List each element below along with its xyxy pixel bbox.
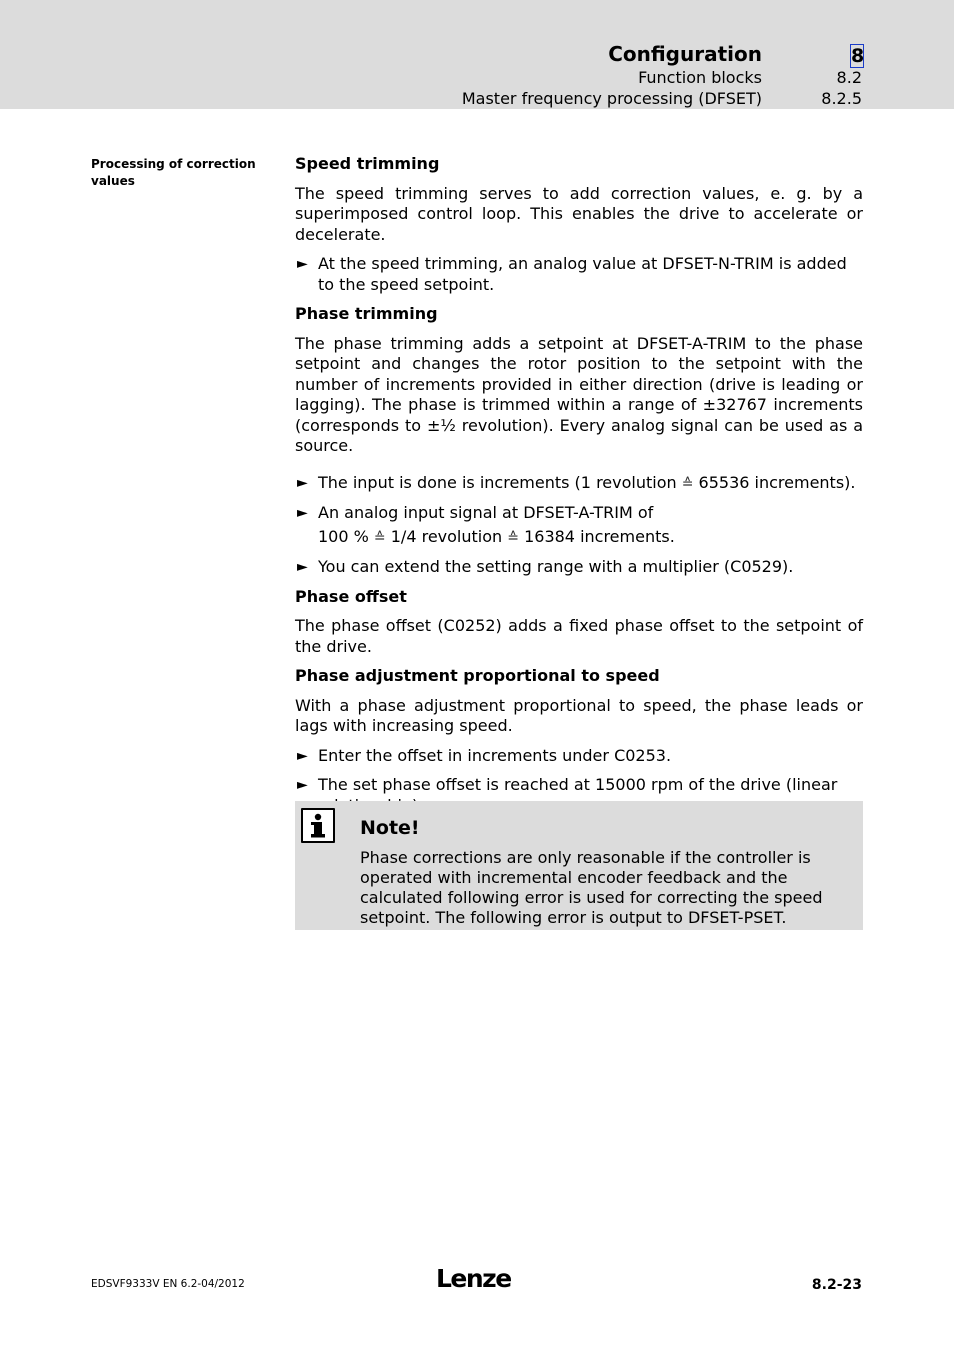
- subsection-number: 8.2.5: [821, 89, 862, 108]
- bullet-arrow-icon: ►: [297, 474, 308, 491]
- bullet-continuation: [295, 527, 863, 549]
- bullet-text: Enter the offset in increments under C0253.: [318, 745, 672, 765]
- document-id: EDSVF9333V EN 6.2-04/2012: [91, 1278, 245, 1290]
- bullet-text: 65536 increments).: [698, 472, 856, 492]
- note-box: [295, 801, 863, 930]
- bullet-item: [295, 557, 863, 578]
- heading-phase-offset: Phase offset: [295, 586, 407, 606]
- bullet-text: You can extend the setting range with a multiplier (C0529).: [318, 557, 794, 576]
- bullet-item: [295, 254, 863, 295]
- bullet-text: An analog input signal at DFSET-A-TRIM of: [318, 503, 654, 522]
- paragraph: The phase trimming adds a setpoint at DFSET-A-TRIM to the phase setpoint and changes the rotor position to the setpoint with the number of increments provided in either direction (drive is leading or lagging). The phase is trimmed within a range of ±32767 increments (corresponds to ±½ revolution). Every analog signal can be used as a source.: [295, 333, 863, 455]
- bullet-text: 16384 increments.: [524, 526, 675, 546]
- corresponds-symbol-icon: ≙: [507, 529, 519, 546]
- heading-phase-adjustment: Phase adjustment proportional to speed: [295, 666, 660, 685]
- page-header: [0, 0, 954, 109]
- lenze-logo: Lenze: [436, 1264, 511, 1293]
- bullet-item: [295, 473, 863, 495]
- page-number: 8.2-23: [811, 1277, 862, 1293]
- bullet-arrow-icon: ►: [297, 777, 308, 793]
- bullet-item: [295, 503, 863, 524]
- note-title: Note!: [360, 817, 420, 839]
- bullet-text: At the speed trimming, an analog value at DFSET-N-TRIM is added to the speed setpoint.: [318, 254, 847, 294]
- bullet-text: 100 %: [318, 526, 369, 546]
- bullet-arrow-icon: ►: [297, 505, 308, 521]
- bullet-text: The set phase offset is reached at 15000 rpm of the drive (linear: [318, 775, 838, 794]
- corresponds-symbol-icon: ≙: [373, 529, 386, 546]
- bullet-arrow-icon: ►: [297, 559, 308, 575]
- chapter-title: Configuration: [608, 42, 762, 66]
- note-text: Phase corrections are only reasonable if the controller is operated with incremental encoder feedback and the calculated following error is used for correcting the speed setpoint. The following error is output to DFSET-PSET.: [360, 848, 823, 927]
- corresponds-symbol-icon: ≙: [681, 475, 694, 492]
- subsection-title: Master frequency processing (DFSET): [461, 89, 762, 108]
- bullet-arrow-icon: ►: [297, 747, 308, 764]
- margin-note: Processing of correction values: [91, 157, 256, 188]
- bullet-text: 1/4 revolution: [390, 526, 503, 546]
- info-icon: [301, 808, 335, 843]
- heading-phase-trimming: Phase trimming: [295, 304, 438, 323]
- section-title: Function blocks: [638, 68, 762, 87]
- paragraph: The phase offset (C0252) adds a fixed phase offset to the setpoint of the drive.: [295, 616, 863, 656]
- chapter-number-link[interactable]: 8: [851, 45, 865, 67]
- bullet-item: [295, 746, 863, 767]
- paragraph: With a phase adjustment proportional to speed, the phase leads or lags with increasing speed.: [295, 695, 863, 735]
- paragraph: The speed trimming serves to add correction values, e. g. by a superimposed control loop. This enables the drive to accelerate or decelerate.: [295, 183, 863, 244]
- bullet-arrow-icon: ►: [297, 256, 308, 272]
- bullet-text: The input is done is increments (1 revolution: [318, 472, 677, 492]
- section-number: 8.2: [836, 68, 862, 87]
- heading-speed-trimming: Speed trimming: [295, 154, 440, 173]
- main-content: [295, 154, 863, 825]
